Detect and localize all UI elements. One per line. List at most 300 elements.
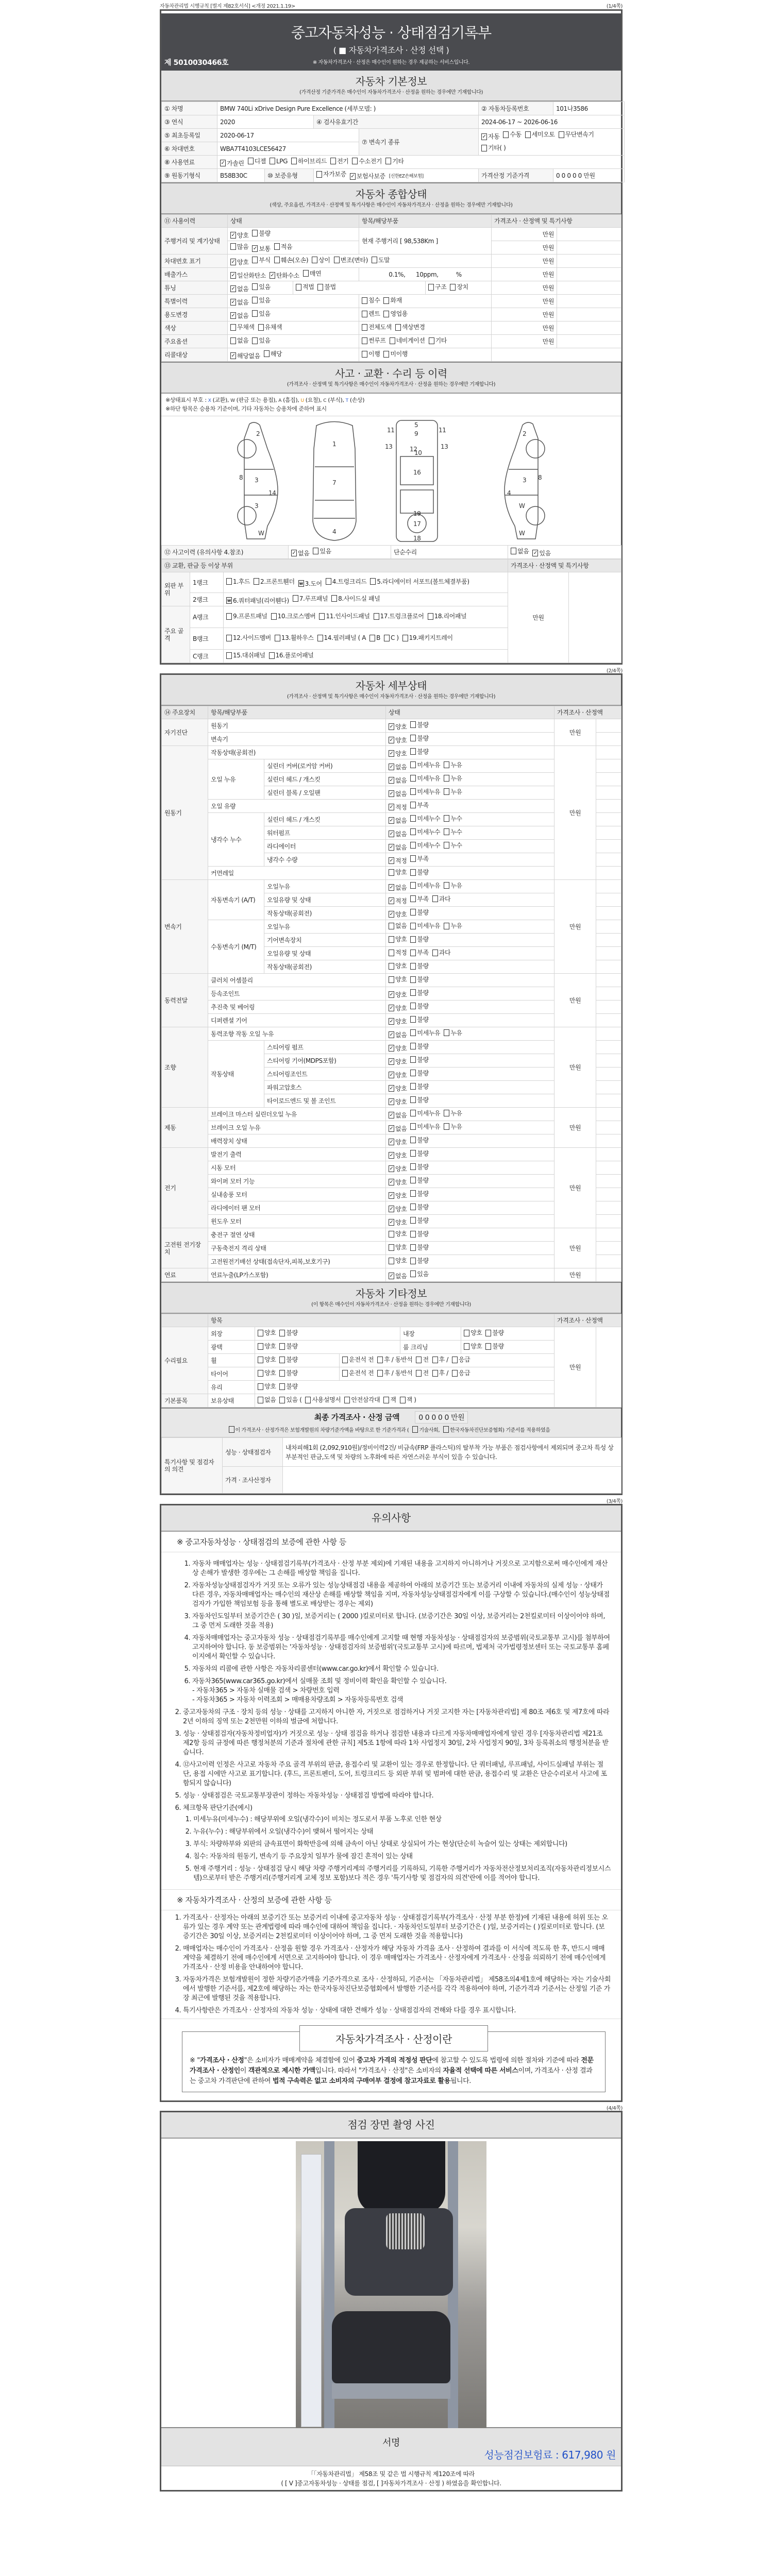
checkbox-box[interactable]	[416, 1357, 422, 1363]
checkbox-option[interactable]	[362, 310, 380, 317]
checkbox-box[interactable]: ✓	[389, 1206, 394, 1212]
checkbox-box[interactable]	[402, 635, 408, 641]
checkbox-option[interactable]	[428, 612, 467, 621]
memo[interactable]	[596, 947, 621, 960]
checkbox-box[interactable]: ✓	[231, 313, 236, 318]
checkbox-box[interactable]	[389, 1244, 394, 1251]
checkbox-box[interactable]	[389, 976, 394, 983]
checkbox-box[interactable]	[331, 595, 337, 602]
memo[interactable]	[596, 1081, 621, 1094]
memo[interactable]	[596, 1201, 621, 1215]
checkbox-option[interactable]	[389, 1085, 407, 1092]
checkbox-box[interactable]	[362, 324, 367, 331]
checkbox-box[interactable]	[410, 1190, 416, 1197]
checkbox-box[interactable]	[410, 1096, 416, 1103]
checkbox-option[interactable]	[291, 158, 327, 165]
checkbox-option[interactable]	[503, 129, 521, 140]
checkbox-option[interactable]	[450, 283, 468, 291]
checkbox-option[interactable]	[389, 804, 407, 811]
checkbox-option[interactable]	[559, 129, 594, 140]
checkbox-box[interactable]	[410, 1150, 416, 1157]
checkbox-box[interactable]	[226, 613, 232, 620]
checkbox-option[interactable]	[410, 962, 428, 970]
checkbox-option[interactable]	[410, 1204, 428, 1211]
checkbox-box[interactable]	[410, 1217, 416, 1224]
checkbox-option[interactable]	[389, 991, 407, 998]
checkbox-box[interactable]	[481, 145, 487, 151]
checkbox-box[interactable]	[410, 1137, 416, 1143]
checkbox-option[interactable]	[389, 831, 407, 838]
checkbox-option[interactable]	[402, 633, 453, 642]
checkbox-option[interactable]	[464, 1343, 482, 1350]
checkbox-option[interactable]	[317, 283, 335, 291]
memo[interactable]	[596, 1255, 621, 1268]
memo[interactable]	[596, 1041, 621, 1054]
checkbox-box[interactable]	[252, 310, 258, 317]
checkbox-option[interactable]	[226, 612, 267, 621]
checkbox-option[interactable]	[416, 1356, 428, 1363]
memo[interactable]	[596, 893, 621, 907]
checkbox-box[interactable]: ✓	[389, 911, 394, 917]
checkbox-option[interactable]	[271, 612, 316, 621]
checkbox-box[interactable]	[410, 748, 416, 755]
checkbox-option[interactable]	[389, 949, 407, 956]
checkbox-option[interactable]	[383, 310, 408, 317]
checkbox-option[interactable]	[432, 949, 450, 956]
checkbox-box[interactable]: ✓	[231, 273, 236, 278]
checkbox-option[interactable]	[444, 1110, 462, 1117]
memo[interactable]	[596, 1094, 621, 1108]
checkbox-box[interactable]: ✓	[389, 791, 394, 796]
checkbox-box[interactable]	[410, 1270, 416, 1277]
checkbox-box[interactable]	[319, 613, 325, 620]
memo[interactable]	[557, 255, 621, 268]
memo[interactable]	[596, 987, 621, 1001]
checkbox-box[interactable]	[389, 936, 394, 943]
checkbox-option[interactable]	[410, 909, 428, 916]
checkbox-option[interactable]	[410, 1137, 428, 1144]
checkbox-box[interactable]	[444, 842, 449, 849]
checkbox-option[interactable]	[389, 911, 407, 918]
checkbox-option[interactable]	[389, 737, 407, 744]
checkbox-option[interactable]	[330, 158, 348, 165]
checkbox-box[interactable]	[303, 270, 309, 277]
checkbox-box[interactable]	[362, 297, 367, 304]
checkbox-box[interactable]	[326, 578, 331, 585]
checkbox-box[interactable]: ✓	[389, 1126, 394, 1131]
memo[interactable]	[557, 268, 621, 281]
checkbox-box[interactable]	[362, 311, 367, 317]
checkbox-option[interactable]	[410, 1056, 428, 1063]
checkbox-box[interactable]	[485, 1330, 491, 1336]
checkbox-box[interactable]	[316, 171, 322, 178]
checkbox-box[interactable]	[275, 635, 280, 641]
checkbox-option[interactable]	[389, 1072, 407, 1079]
checkbox-box[interactable]	[511, 548, 516, 554]
checkbox-box[interactable]	[384, 635, 390, 641]
checkbox-option[interactable]	[410, 1217, 428, 1224]
checkbox-box[interactable]	[279, 1397, 285, 1403]
checkbox-box[interactable]	[372, 257, 377, 263]
memo[interactable]	[557, 241, 621, 255]
memo[interactable]	[596, 840, 621, 853]
checkbox-option[interactable]	[298, 579, 322, 588]
checkbox-option[interactable]	[252, 257, 270, 264]
checkbox-option[interactable]	[369, 633, 380, 642]
checkbox-box[interactable]	[274, 257, 280, 263]
checkbox-box[interactable]	[400, 1397, 406, 1403]
checkbox-box[interactable]: ✓	[389, 1005, 394, 1011]
checkbox-option[interactable]	[389, 764, 407, 771]
checkbox-box[interactable]	[444, 1110, 449, 1116]
checkbox-option[interactable]	[410, 1244, 428, 1251]
checkbox-box[interactable]	[410, 1003, 416, 1009]
checkbox-option[interactable]	[374, 612, 424, 621]
checkbox-option[interactable]	[319, 612, 369, 621]
checkbox-box[interactable]	[389, 963, 394, 970]
checkbox-box[interactable]	[410, 1083, 416, 1090]
checkbox-box[interactable]	[410, 963, 416, 970]
checkbox-option[interactable]	[444, 842, 462, 849]
memo[interactable]	[596, 960, 621, 974]
checkbox-option[interactable]	[226, 577, 250, 586]
checkbox-option[interactable]	[389, 1192, 407, 1199]
checkbox-box[interactable]: ✓	[389, 724, 394, 730]
checkbox-option[interactable]	[230, 285, 248, 293]
checkbox-box[interactable]: ✓	[389, 818, 394, 823]
checkbox-box[interactable]: ✓	[389, 992, 394, 997]
checkbox-option[interactable]	[279, 1396, 301, 1403]
checkbox-box[interactable]	[226, 652, 232, 659]
checkbox-option[interactable]	[389, 1018, 407, 1025]
checkbox-option[interactable]	[344, 1396, 380, 1403]
checkbox-box[interactable]	[258, 1397, 263, 1403]
memo[interactable]	[596, 974, 621, 987]
checkbox-box[interactable]	[269, 652, 275, 659]
checkbox-box[interactable]	[389, 923, 394, 929]
memo[interactable]	[596, 1188, 621, 1201]
checkbox-box[interactable]: ✓	[389, 1045, 394, 1051]
memo[interactable]	[557, 295, 621, 308]
checkbox-box[interactable]	[410, 735, 416, 741]
checkbox-box[interactable]	[416, 1370, 422, 1377]
checkbox-option[interactable]	[248, 158, 266, 165]
checkbox-option[interactable]	[377, 1369, 412, 1377]
checkbox-box[interactable]: ✓	[389, 1086, 394, 1091]
checkbox-option[interactable]	[230, 337, 248, 344]
checkbox-box[interactable]	[410, 1016, 416, 1023]
checkbox-option[interactable]	[252, 337, 270, 344]
checkbox-option[interactable]	[410, 869, 428, 876]
checkbox-option[interactable]	[525, 129, 555, 140]
checkbox-box[interactable]	[432, 1370, 438, 1377]
checkbox-box[interactable]	[444, 1123, 449, 1130]
checkbox-box[interactable]	[258, 324, 264, 331]
checkbox-box[interactable]	[410, 1163, 416, 1170]
checkbox-option[interactable]	[226, 597, 289, 604]
checkbox-box[interactable]	[370, 578, 376, 585]
checkbox-option[interactable]	[410, 1003, 428, 1010]
checkbox-box[interactable]: ✓	[389, 1153, 394, 1158]
memo[interactable]	[596, 1268, 621, 1282]
checkbox-box[interactable]	[342, 1357, 348, 1363]
memo[interactable]	[596, 1134, 621, 1148]
checkbox-option[interactable]	[258, 1369, 276, 1377]
checkbox-option[interactable]	[410, 855, 428, 862]
checkbox-box[interactable]	[383, 1397, 389, 1403]
checkbox-box[interactable]: ✓	[389, 1099, 394, 1105]
checkbox-option[interactable]	[412, 1426, 440, 1433]
checkbox-option[interactable]	[410, 989, 428, 996]
memo[interactable]	[596, 1228, 621, 1242]
checkbox-option[interactable]	[389, 1165, 407, 1173]
checkbox-option[interactable]	[377, 1356, 412, 1363]
checkbox-option[interactable]	[230, 232, 248, 239]
checkbox-option[interactable]	[362, 297, 380, 304]
checkbox-box[interactable]	[258, 1370, 263, 1377]
checkbox-option[interactable]	[444, 882, 462, 889]
checkbox-box[interactable]: ✓	[389, 844, 394, 850]
memo[interactable]	[557, 228, 621, 241]
checkbox-box[interactable]	[383, 297, 389, 304]
checkbox-option[interactable]	[410, 1123, 440, 1130]
checkbox-box[interactable]	[452, 1370, 458, 1377]
checkbox-box[interactable]: ✓	[231, 353, 236, 359]
checkbox-option[interactable]	[444, 922, 462, 929]
checkbox-option[interactable]	[485, 1343, 503, 1350]
checkbox-option[interactable]	[274, 257, 308, 264]
memo[interactable]	[596, 1161, 621, 1175]
checkbox-option[interactable]	[395, 324, 425, 331]
checkbox-option[interactable]	[226, 652, 265, 659]
checkbox-box[interactable]	[389, 869, 394, 876]
checkbox-box[interactable]: w	[227, 598, 231, 603]
checkbox-box[interactable]	[428, 284, 434, 291]
checkbox-box[interactable]	[342, 1370, 348, 1377]
checkbox-box[interactable]	[450, 284, 456, 291]
memo[interactable]	[596, 813, 621, 826]
checkbox-box[interactable]	[271, 613, 277, 620]
checkbox-box[interactable]	[312, 257, 317, 263]
memo[interactable]	[596, 733, 621, 746]
checkbox-box[interactable]	[444, 923, 449, 929]
checkbox-option[interactable]	[443, 1426, 550, 1433]
checkbox-option[interactable]	[485, 1329, 503, 1336]
checkbox-option[interactable]	[389, 1058, 407, 1065]
checkbox-box[interactable]: ✓	[389, 1112, 394, 1118]
checkbox-box[interactable]	[305, 1397, 311, 1403]
checkbox-box[interactable]	[410, 1244, 416, 1251]
checkbox-option[interactable]	[230, 299, 248, 306]
checkbox-box[interactable]	[330, 158, 336, 164]
checkbox-box[interactable]	[254, 578, 259, 585]
checkbox-box[interactable]	[444, 882, 449, 889]
checkbox-box[interactable]	[410, 1231, 416, 1238]
checkbox-box[interactable]	[226, 578, 232, 585]
checkbox-box[interactable]	[410, 909, 416, 916]
memo[interactable]	[596, 1014, 621, 1027]
checkbox-box[interactable]	[362, 351, 367, 358]
checkbox-box[interactable]	[464, 1330, 469, 1336]
checkbox-option[interactable]	[410, 976, 428, 983]
checkbox-option[interactable]	[389, 817, 407, 824]
checkbox-box[interactable]	[410, 1258, 416, 1264]
memo[interactable]	[569, 572, 621, 663]
checkbox-option[interactable]	[481, 142, 506, 154]
checkbox-box[interactable]: ✓	[253, 246, 257, 251]
checkbox-box[interactable]	[377, 1370, 383, 1377]
checkbox-option[interactable]	[274, 243, 292, 250]
checkbox-option[interactable]	[252, 283, 270, 291]
checkbox-box[interactable]	[389, 950, 394, 956]
checkbox-box[interactable]	[270, 158, 275, 164]
checkbox-box[interactable]	[410, 976, 416, 983]
checkbox-box[interactable]	[444, 828, 449, 835]
checkbox-box[interactable]: ✓	[389, 764, 394, 770]
checkbox-box[interactable]	[410, 1110, 416, 1116]
checkbox-box[interactable]	[444, 1029, 449, 1036]
checkbox-box[interactable]	[410, 1029, 416, 1036]
checkbox-option[interactable]	[389, 723, 407, 731]
checkbox-box[interactable]: ✓	[389, 1179, 394, 1185]
checkbox-box[interactable]	[279, 1330, 285, 1336]
memo[interactable]	[596, 907, 621, 920]
checkbox-option[interactable]	[410, 1177, 428, 1184]
checkbox-option[interactable]	[410, 1029, 440, 1037]
checkbox-box[interactable]	[559, 131, 564, 138]
checkbox-option[interactable]	[444, 761, 462, 769]
checkbox-option[interactable]	[317, 633, 366, 642]
checkbox-option[interactable]	[410, 721, 428, 728]
checkbox-box[interactable]: ✓	[389, 858, 394, 863]
checkbox-box[interactable]: ✓	[533, 550, 537, 556]
memo[interactable]	[596, 1108, 621, 1121]
checkbox-option[interactable]	[275, 633, 314, 642]
checkbox-option[interactable]	[410, 1270, 428, 1278]
checkbox-option[interactable]	[389, 1179, 407, 1186]
checkbox-box[interactable]	[410, 788, 416, 795]
checkbox-box[interactable]	[444, 788, 449, 795]
memo[interactable]	[596, 1121, 621, 1134]
checkbox-option[interactable]	[444, 1029, 462, 1037]
checkbox-option[interactable]	[389, 857, 407, 865]
checkbox-box[interactable]	[525, 131, 531, 138]
checkbox-box[interactable]: ✓	[292, 550, 296, 556]
checkbox-box[interactable]: ✓	[350, 173, 355, 179]
checkbox-box[interactable]	[410, 1070, 416, 1076]
checkbox-option[interactable]	[444, 815, 462, 822]
checkbox-option[interactable]	[410, 1230, 428, 1238]
checkbox-box[interactable]	[252, 337, 258, 344]
memo[interactable]	[596, 853, 621, 867]
checkbox-box[interactable]	[395, 324, 401, 331]
checkbox-option[interactable]	[385, 158, 404, 165]
checkbox-option[interactable]	[389, 1098, 407, 1106]
checkbox-option[interactable]	[258, 1329, 276, 1336]
checkbox-option[interactable]	[362, 350, 380, 358]
memo[interactable]	[596, 719, 621, 733]
checkbox-option[interactable]	[279, 1356, 297, 1363]
checkbox-box[interactable]	[317, 284, 323, 291]
checkbox-option[interactable]	[383, 350, 408, 358]
checkbox-box[interactable]	[317, 635, 323, 641]
checkbox-option[interactable]	[293, 595, 328, 602]
checkbox-option[interactable]	[279, 1343, 297, 1350]
checkbox-option[interactable]	[389, 897, 407, 905]
checkbox-option[interactable]	[258, 324, 282, 331]
checkbox-option[interactable]	[389, 1139, 407, 1146]
memo[interactable]	[596, 800, 621, 813]
checkbox-box[interactable]	[464, 1343, 469, 1350]
checkbox-option[interactable]	[410, 802, 428, 809]
checkbox-option[interactable]	[270, 158, 288, 165]
checkbox-option[interactable]	[230, 312, 248, 319]
checkbox-box[interactable]	[410, 815, 416, 822]
checkbox-box[interactable]	[410, 882, 416, 889]
checkbox-box[interactable]	[230, 337, 236, 344]
checkbox-box[interactable]: ✓	[231, 232, 236, 238]
checkbox-option[interactable]	[229, 1426, 409, 1433]
checkbox-box[interactable]	[279, 1370, 285, 1377]
checkbox-option[interactable]	[429, 337, 447, 344]
checkbox-box[interactable]	[410, 855, 416, 862]
checkbox-box[interactable]	[252, 297, 258, 303]
checkbox-option[interactable]	[410, 1016, 428, 1023]
checkbox-box[interactable]: ✓	[389, 737, 394, 743]
memo[interactable]	[596, 880, 621, 893]
checkbox-box[interactable]	[410, 923, 416, 929]
checkbox-box[interactable]	[334, 257, 340, 263]
checkbox-option[interactable]	[410, 1110, 440, 1117]
checkbox-option[interactable]	[372, 257, 390, 264]
checkbox-box[interactable]: ✓	[389, 1273, 394, 1279]
checkbox-option[interactable]	[230, 324, 255, 331]
checkbox-option[interactable]	[389, 1031, 407, 1039]
checkbox-box[interactable]: ✓	[389, 1219, 394, 1225]
memo[interactable]	[596, 934, 621, 947]
checkbox-option[interactable]	[410, 1150, 428, 1157]
checkbox-box[interactable]	[410, 895, 416, 902]
checkbox-option[interactable]	[389, 922, 407, 929]
checkbox-box[interactable]	[279, 1357, 285, 1363]
checkbox-option[interactable]	[444, 1123, 462, 1130]
checkbox-option[interactable]	[316, 171, 346, 178]
checkbox-option[interactable]	[230, 272, 266, 279]
checkbox-box[interactable]	[352, 158, 358, 164]
checkbox-option[interactable]	[258, 1396, 276, 1403]
checkbox-box[interactable]	[252, 257, 258, 263]
checkbox-option[interactable]	[511, 548, 529, 555]
checkbox-box[interactable]	[444, 775, 449, 782]
checkbox-option[interactable]	[410, 842, 440, 849]
checkbox-option[interactable]	[410, 1257, 428, 1264]
checkbox-box[interactable]	[452, 1357, 458, 1363]
checkbox-box[interactable]	[432, 950, 438, 956]
checkbox-box[interactable]	[229, 1426, 234, 1433]
checkbox-box[interactable]	[410, 950, 416, 956]
checkbox-box[interactable]	[274, 243, 280, 250]
checkbox-option[interactable]	[362, 324, 392, 331]
checkbox-box[interactable]	[252, 283, 258, 290]
checkbox-box[interactable]	[279, 1383, 285, 1390]
checkbox-box[interactable]	[503, 131, 509, 138]
checkbox-option[interactable]	[342, 1356, 374, 1363]
checkbox-box[interactable]: ✓	[389, 777, 394, 783]
checkbox-option[interactable]	[410, 1043, 428, 1050]
memo[interactable]	[596, 1242, 621, 1255]
checkbox-option[interactable]	[400, 1396, 416, 1403]
checkbox-option[interactable]	[258, 1356, 276, 1363]
